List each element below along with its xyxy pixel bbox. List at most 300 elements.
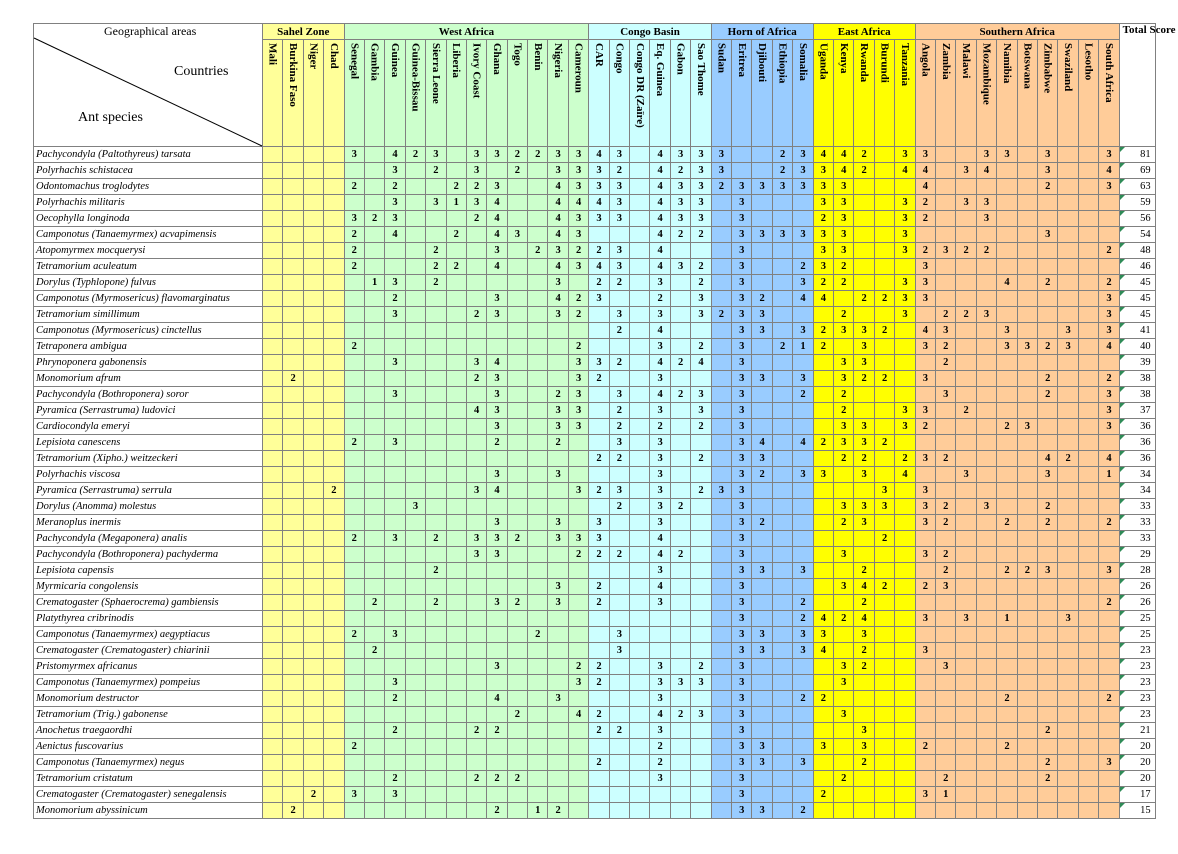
- score-cell: [1038, 675, 1058, 691]
- score-cell: [997, 771, 1017, 787]
- score-cell: 3: [487, 419, 507, 435]
- score-cell: 3: [609, 435, 629, 451]
- score-cell: [446, 371, 466, 387]
- total-score-cell: 38: [1119, 387, 1155, 403]
- score-cell: [1078, 563, 1098, 579]
- score-cell: [405, 643, 425, 659]
- score-cell: 2: [466, 723, 486, 739]
- score-cell: [691, 611, 711, 627]
- score-cell: 2: [446, 259, 466, 275]
- table-row: [34, 675, 1156, 691]
- score-cell: [303, 467, 323, 483]
- region-header-congo: Congo Basin: [589, 24, 711, 40]
- score-cell: [976, 595, 996, 611]
- score-cell: 2: [548, 387, 568, 403]
- region-header-horn: Horn of Africa: [711, 24, 813, 40]
- score-cell: [1099, 211, 1119, 227]
- score-cell: [711, 211, 731, 227]
- score-cell: [344, 195, 364, 211]
- score-cell: [834, 787, 854, 803]
- score-cell: [446, 627, 466, 643]
- score-cell: [446, 739, 466, 755]
- score-cell: 3: [976, 307, 996, 323]
- score-cell: [568, 755, 588, 771]
- score-cell: 4: [650, 211, 670, 227]
- score-cell: [324, 435, 344, 451]
- score-cell: 2: [528, 147, 548, 163]
- score-cell: [997, 179, 1017, 195]
- score-cell: 2: [793, 803, 813, 819]
- country-header: [874, 40, 894, 147]
- score-cell: [997, 243, 1017, 259]
- score-cell: 2: [854, 147, 874, 163]
- score-cell: [772, 435, 792, 451]
- score-cell: [426, 787, 446, 803]
- score-cell: [1099, 531, 1119, 547]
- score-cell: [874, 707, 894, 723]
- score-cell: [303, 259, 323, 275]
- score-cell: [1017, 595, 1037, 611]
- score-cell: [364, 611, 384, 627]
- score-cell: [793, 195, 813, 211]
- score-cell: [895, 259, 915, 275]
- score-cell: [670, 739, 690, 755]
- score-cell: [854, 403, 874, 419]
- score-cell: [670, 339, 690, 355]
- score-cell: 2: [670, 499, 690, 515]
- score-cell: [630, 355, 650, 371]
- score-cell: 2: [854, 595, 874, 611]
- score-cell: [263, 691, 283, 707]
- score-cell: 3: [895, 147, 915, 163]
- score-cell: [976, 531, 996, 547]
- score-cell: 3: [854, 499, 874, 515]
- table-row: [34, 387, 1156, 403]
- score-cell: [528, 227, 548, 243]
- country-header: [834, 40, 854, 147]
- score-cell: [466, 515, 486, 531]
- country-header: [466, 40, 486, 147]
- score-cell: [589, 419, 609, 435]
- score-cell: 2: [793, 611, 813, 627]
- score-cell: [752, 579, 772, 595]
- score-cell: [303, 483, 323, 499]
- score-cell: [997, 195, 1017, 211]
- score-cell: [915, 723, 935, 739]
- score-cell: [263, 611, 283, 627]
- score-cell: 3: [793, 467, 813, 483]
- score-cell: [956, 803, 976, 819]
- score-cell: 3: [793, 755, 813, 771]
- score-cell: [1078, 483, 1098, 499]
- score-cell: [344, 771, 364, 787]
- score-cell: [1078, 531, 1098, 547]
- score-cell: [263, 387, 283, 403]
- score-cell: [834, 483, 854, 499]
- total-score-cell: 20: [1119, 771, 1155, 787]
- score-cell: [630, 211, 650, 227]
- species-name-cell: Anochetus traegaordhi: [34, 723, 263, 739]
- score-cell: 3: [548, 147, 568, 163]
- score-cell: [426, 307, 446, 323]
- score-cell: 2: [1038, 387, 1058, 403]
- score-cell: [507, 643, 527, 659]
- score-cell: [344, 515, 364, 531]
- score-cell: [609, 563, 629, 579]
- score-cell: 3: [772, 179, 792, 195]
- score-cell: 3: [487, 387, 507, 403]
- score-cell: 2: [568, 659, 588, 675]
- score-cell: [1038, 291, 1058, 307]
- score-cell: [487, 627, 507, 643]
- score-cell: [1078, 547, 1098, 563]
- score-cell: [772, 483, 792, 499]
- score-cell: [1058, 483, 1078, 499]
- country-label: Sudan: [715, 43, 728, 73]
- score-cell: [1078, 339, 1098, 355]
- score-cell: 3: [732, 403, 752, 419]
- score-cell: [324, 739, 344, 755]
- score-cell: [303, 611, 323, 627]
- country-label: Rwanda: [858, 43, 871, 83]
- score-cell: [364, 787, 384, 803]
- score-cell: 2: [568, 307, 588, 323]
- species-name-cell: Pachycondyla (Bothroponera) soror: [34, 387, 263, 403]
- score-cell: [976, 419, 996, 435]
- score-cell: [936, 627, 956, 643]
- score-cell: 3: [609, 259, 629, 275]
- score-cell: [874, 227, 894, 243]
- score-cell: 4: [813, 611, 833, 627]
- score-cell: [344, 595, 364, 611]
- score-cell: 3: [834, 355, 854, 371]
- score-cell: [426, 659, 446, 675]
- score-cell: [1038, 355, 1058, 371]
- table-row: [34, 515, 1156, 531]
- score-cell: [609, 771, 629, 787]
- score-cell: [263, 403, 283, 419]
- score-cell: [936, 723, 956, 739]
- score-cell: [630, 339, 650, 355]
- score-cell: 3: [793, 275, 813, 291]
- score-cell: [956, 259, 976, 275]
- score-cell: [263, 547, 283, 563]
- score-cell: 2: [936, 771, 956, 787]
- score-cell: [793, 211, 813, 227]
- total-score-cell: 36: [1119, 451, 1155, 467]
- species-name-cell: Camponotus (Tanaemyrmex) negus: [34, 755, 263, 771]
- total-score-header: Total Score: [1119, 24, 1155, 147]
- score-cell: [874, 643, 894, 659]
- score-cell: 3: [936, 659, 956, 675]
- score-cell: 3: [609, 307, 629, 323]
- score-cell: [446, 563, 466, 579]
- score-cell: [1017, 707, 1037, 723]
- country-label: Ivory Coast: [470, 43, 483, 99]
- score-cell: 3: [650, 723, 670, 739]
- score-cell: 3: [834, 243, 854, 259]
- score-cell: [446, 611, 466, 627]
- score-cell: 4: [568, 707, 588, 723]
- score-cell: [915, 387, 935, 403]
- score-cell: [283, 211, 303, 227]
- score-cell: [324, 723, 344, 739]
- score-cell: 3: [670, 195, 690, 211]
- score-cell: [976, 723, 996, 739]
- score-cell: [1099, 787, 1119, 803]
- score-cell: 4: [466, 403, 486, 419]
- species-name-cell: Aenictus fuscovarius: [34, 739, 263, 755]
- score-cell: [854, 211, 874, 227]
- score-cell: 2: [670, 355, 690, 371]
- score-cell: [793, 787, 813, 803]
- score-cell: [874, 611, 894, 627]
- score-cell: [303, 627, 323, 643]
- score-cell: [548, 323, 568, 339]
- score-cell: [548, 371, 568, 387]
- score-cell: [813, 723, 833, 739]
- score-cell: [405, 227, 425, 243]
- score-cell: [834, 467, 854, 483]
- score-cell: [956, 627, 976, 643]
- score-cell: [405, 371, 425, 387]
- score-cell: [1078, 611, 1098, 627]
- score-cell: 2: [344, 739, 364, 755]
- score-cell: [874, 339, 894, 355]
- score-cell: 3: [732, 483, 752, 499]
- score-cell: 3: [568, 419, 588, 435]
- score-cell: 2: [426, 243, 446, 259]
- score-cell: [691, 627, 711, 643]
- score-cell: [528, 675, 548, 691]
- score-cell: 2: [915, 419, 935, 435]
- score-cell: [854, 227, 874, 243]
- score-cell: 2: [874, 435, 894, 451]
- score-cell: 3: [1017, 339, 1037, 355]
- score-cell: 2: [854, 659, 874, 675]
- total-score-cell: 46: [1119, 259, 1155, 275]
- country-header: [487, 40, 507, 147]
- score-cell: 3: [385, 387, 405, 403]
- score-cell: 2: [487, 435, 507, 451]
- score-cell: [1017, 627, 1037, 643]
- score-cell: 3: [548, 307, 568, 323]
- score-cell: [997, 163, 1017, 179]
- score-cell: 3: [915, 291, 935, 307]
- score-cell: [793, 403, 813, 419]
- score-cell: 2: [568, 339, 588, 355]
- score-cell: [670, 467, 690, 483]
- score-cell: 3: [752, 643, 772, 659]
- score-cell: [956, 483, 976, 499]
- score-cell: [711, 467, 731, 483]
- score-cell: [895, 691, 915, 707]
- score-cell: [385, 611, 405, 627]
- score-cell: [405, 243, 425, 259]
- score-cell: [630, 291, 650, 307]
- score-cell: 3: [834, 547, 854, 563]
- species-name-cell: Camponotus (Myrmosericus) cinctellus: [34, 323, 263, 339]
- score-cell: [405, 419, 425, 435]
- score-cell: [487, 675, 507, 691]
- score-cell: [670, 483, 690, 499]
- score-cell: [405, 595, 425, 611]
- score-cell: [670, 787, 690, 803]
- species-name-cell: Pyramica (Serrastruma) ludovici: [34, 403, 263, 419]
- score-cell: [507, 755, 527, 771]
- score-cell: 2: [1099, 691, 1119, 707]
- region-header-sahel: Sahel Zone: [263, 24, 345, 40]
- country-label: Cameroun: [572, 43, 585, 93]
- score-cell: [324, 403, 344, 419]
- score-cell: 3: [487, 659, 507, 675]
- score-cell: 3: [691, 211, 711, 227]
- score-cell: 3: [466, 547, 486, 563]
- score-cell: [507, 371, 527, 387]
- score-cell: 3: [1099, 387, 1119, 403]
- score-cell: [956, 451, 976, 467]
- score-cell: [772, 611, 792, 627]
- score-cell: [385, 419, 405, 435]
- score-cell: 4: [589, 259, 609, 275]
- score-cell: [303, 563, 323, 579]
- country-label: Kenya: [837, 43, 850, 74]
- score-cell: [385, 499, 405, 515]
- score-cell: [609, 659, 629, 675]
- score-cell: [487, 611, 507, 627]
- total-score-cell: 37: [1119, 403, 1155, 419]
- score-cell: [752, 531, 772, 547]
- score-cell: 3: [568, 227, 588, 243]
- score-cell: [854, 195, 874, 211]
- score-cell: [1017, 243, 1037, 259]
- table-row: [34, 243, 1156, 259]
- score-cell: [670, 579, 690, 595]
- country-label: Guinea: [389, 43, 402, 78]
- score-cell: 2: [813, 211, 833, 227]
- score-cell: [303, 707, 323, 723]
- score-cell: [364, 179, 384, 195]
- score-cell: 3: [385, 787, 405, 803]
- score-cell: [915, 771, 935, 787]
- score-cell: [956, 643, 976, 659]
- score-cell: 3: [854, 515, 874, 531]
- score-cell: 3: [834, 227, 854, 243]
- score-cell: [936, 227, 956, 243]
- score-cell: [1078, 195, 1098, 211]
- score-cell: [752, 707, 772, 723]
- score-cell: 3: [650, 771, 670, 787]
- score-cell: [834, 643, 854, 659]
- score-cell: [976, 787, 996, 803]
- score-cell: [609, 739, 629, 755]
- score-cell: 2: [997, 691, 1017, 707]
- score-cell: 3: [568, 483, 588, 499]
- total-score-cell: 81: [1119, 147, 1155, 163]
- score-cell: [385, 451, 405, 467]
- score-cell: 2: [589, 755, 609, 771]
- score-cell: [813, 307, 833, 323]
- score-cell: [976, 739, 996, 755]
- score-cell: 2: [589, 675, 609, 691]
- score-cell: [1099, 259, 1119, 275]
- score-cell: [609, 515, 629, 531]
- score-cell: [589, 435, 609, 451]
- score-cell: [303, 691, 323, 707]
- score-cell: [915, 755, 935, 771]
- score-cell: 3: [1038, 563, 1058, 579]
- score-cell: [1078, 435, 1098, 451]
- score-cell: [1017, 771, 1037, 787]
- score-cell: 3: [385, 531, 405, 547]
- score-cell: [446, 211, 466, 227]
- score-cell: [568, 275, 588, 291]
- score-cell: [283, 179, 303, 195]
- score-cell: [1017, 323, 1037, 339]
- table-corner-header: [34, 24, 263, 147]
- score-cell: [426, 291, 446, 307]
- score-cell: [303, 739, 323, 755]
- score-cell: [772, 275, 792, 291]
- country-header: [752, 40, 772, 147]
- score-cell: [1017, 531, 1037, 547]
- score-cell: [263, 755, 283, 771]
- score-cell: [854, 483, 874, 499]
- score-cell: [609, 227, 629, 243]
- table-row: [34, 323, 1156, 339]
- score-cell: [364, 403, 384, 419]
- score-cell: [956, 179, 976, 195]
- score-cell: 3: [670, 147, 690, 163]
- score-cell: [711, 755, 731, 771]
- score-cell: [813, 499, 833, 515]
- score-cell: [609, 755, 629, 771]
- score-cell: 3: [466, 483, 486, 499]
- score-cell: 3: [548, 163, 568, 179]
- score-cell: [1017, 147, 1037, 163]
- score-cell: 3: [813, 227, 833, 243]
- score-cell: [263, 659, 283, 675]
- score-cell: 3: [548, 243, 568, 259]
- score-cell: [936, 211, 956, 227]
- score-cell: [446, 643, 466, 659]
- score-cell: 2: [874, 371, 894, 387]
- score-cell: [263, 499, 283, 515]
- score-cell: [466, 419, 486, 435]
- score-cell: [364, 563, 384, 579]
- score-cell: [568, 787, 588, 803]
- score-cell: [630, 675, 650, 691]
- score-cell: [772, 243, 792, 259]
- score-cell: [528, 211, 548, 227]
- score-cell: [446, 755, 466, 771]
- score-cell: 3: [813, 627, 833, 643]
- score-cell: [1099, 355, 1119, 371]
- country-label: Zimbabwe: [1041, 43, 1054, 94]
- score-cell: [426, 339, 446, 355]
- score-cell: [1058, 803, 1078, 819]
- score-cell: [1078, 371, 1098, 387]
- score-cell: 3: [650, 659, 670, 675]
- score-cell: [630, 227, 650, 243]
- score-cell: [405, 307, 425, 323]
- score-cell: [670, 531, 690, 547]
- score-cell: 4: [548, 227, 568, 243]
- score-cell: 3: [732, 499, 752, 515]
- score-cell: [1017, 195, 1037, 211]
- score-cell: [895, 323, 915, 339]
- score-cell: 3: [650, 483, 670, 499]
